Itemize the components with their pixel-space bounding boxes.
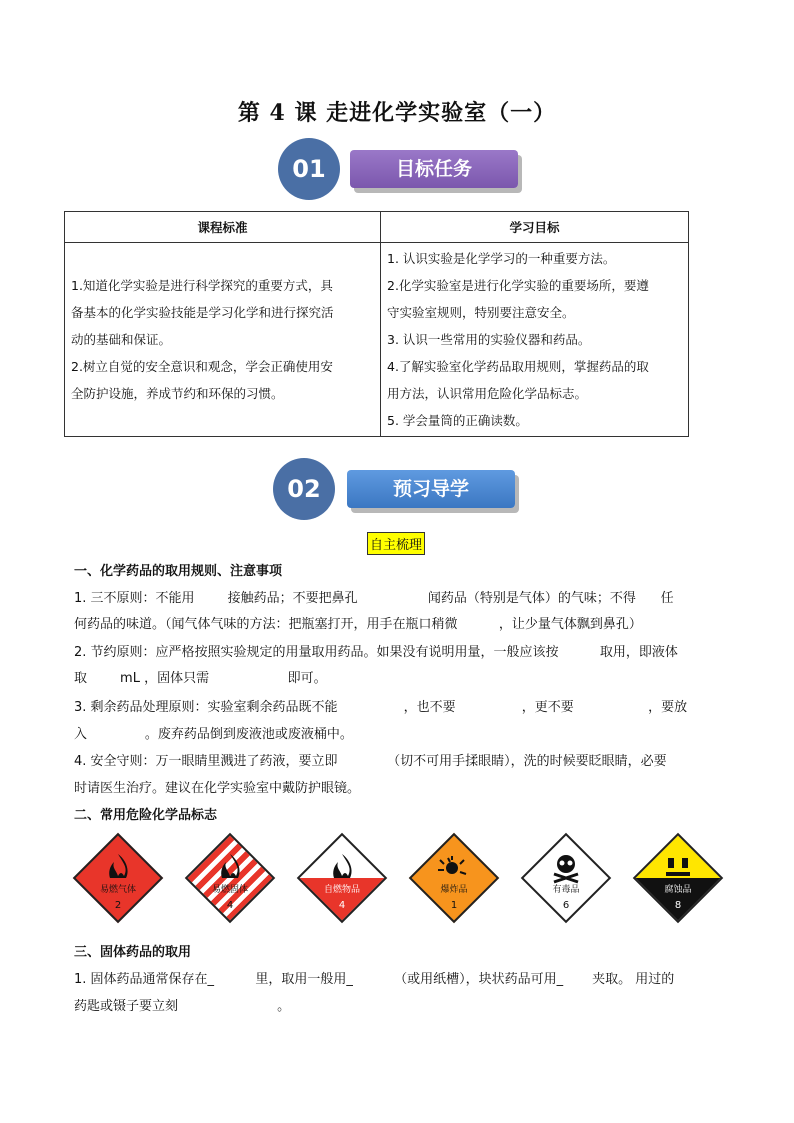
sign-number: 4 bbox=[226, 900, 234, 911]
self-study-tag: 自主梳理 bbox=[367, 532, 425, 555]
goal-line: 3. 认识一些常用的实验仪器和药品。 bbox=[387, 332, 591, 347]
standard-line: 1.知道化学实验是进行科学探究的重要方式，具 bbox=[71, 278, 333, 293]
standard-line: 动的基础和保证。 bbox=[71, 332, 172, 347]
text-line: 1. 固体药品通常保存在_ 里，取用一般用_ （或用纸槽），块状药品可用_ 夹取。 用过的 bbox=[74, 972, 675, 987]
banner-label: 预习导学 bbox=[347, 470, 515, 508]
section-heading: 二、常用危险化学品标志 bbox=[74, 808, 218, 823]
goal-line: 4.了解实验室化学药品取用规则，掌握药品的取 bbox=[387, 359, 649, 374]
sign-spontaneous bbox=[296, 832, 388, 924]
text-line: 取 mL ，固体只需 即可。 bbox=[74, 671, 327, 686]
goals-table bbox=[64, 211, 689, 437]
sign-label: 有毒品 bbox=[552, 885, 580, 895]
banner-label: 目标任务 bbox=[350, 150, 518, 188]
sign-flammable-solid bbox=[184, 832, 276, 924]
sign-flammable-gas bbox=[72, 832, 164, 924]
sign-number: 4 bbox=[338, 900, 346, 911]
standard-line: 2.树立自觉的安全意识和观念，学会正确使用安 bbox=[71, 359, 333, 374]
hazard-signs bbox=[72, 832, 722, 932]
goal-line: 2.化学实验室是进行化学实验的重要场所，要遵 bbox=[387, 278, 649, 293]
table-header-standard: 课程标准 bbox=[65, 212, 381, 243]
goals-cell bbox=[381, 243, 689, 437]
sign-number: 6 bbox=[562, 900, 570, 911]
sign-label: 爆炸品 bbox=[440, 885, 468, 895]
goal-line: 用方法，认识常用危险化学品标志。 bbox=[387, 386, 588, 401]
section-heading: 一、化学药品的取用规则、注意事项 bbox=[74, 564, 283, 579]
text-line: 4. 安全守则：万一眼睛里溅进了药液，要立即 （切不可用手揉眼睛），洗的时候要眨眼睛，必要 bbox=[74, 754, 667, 769]
text-line: 2. 节约原则：应严格按照实验规定的用量取用药品。如果没有说明用量，一般应该按 取用，即液体 bbox=[74, 645, 678, 660]
sign-number: 1 bbox=[450, 900, 458, 911]
text-line: 3. 剩余药品处理原则：实验室剩余药品既不能 ，也不要 ，更不要 ，要放 bbox=[74, 700, 688, 715]
table-header-goals: 学习目标 bbox=[381, 212, 689, 243]
sign-explosive bbox=[408, 832, 500, 924]
sign-corrosive bbox=[632, 832, 724, 924]
text-line: 1. 三不原则：不能用 接触药品；不要把鼻孔 闻药品（特别是气体）的气味；不得 任 bbox=[74, 591, 674, 606]
section-banner-preview bbox=[273, 458, 523, 520]
text-line: 何药品的味道。（闻气体气味的方法：把瓶塞打开，用手在瓶口稍微 ，让少量气体飘到鼻孔） bbox=[74, 617, 642, 632]
section-heading: 三、固体药品的取用 bbox=[74, 945, 192, 960]
text-line: 入 。废弃药品倒到废液池或废液桶中。 bbox=[74, 727, 353, 742]
sign-toxic bbox=[520, 832, 612, 924]
sign-label: 易燃固体 bbox=[211, 885, 248, 895]
standard-line: 全防护设施，养成节约和环保的习惯。 bbox=[71, 386, 284, 401]
section-banner-goals bbox=[278, 138, 528, 200]
goal-line: 守实验室规则，特别要注意安全。 bbox=[387, 305, 575, 320]
sign-label: 自燃物品 bbox=[323, 885, 360, 895]
sign-label: 易燃气体 bbox=[99, 885, 136, 895]
goal-line: 5. 学会量筒的正确读数。 bbox=[387, 413, 528, 428]
sign-label: 腐蚀品 bbox=[664, 885, 692, 895]
standard-line: 备基本的化学实验技能是学习化学和进行探究活 bbox=[71, 305, 334, 320]
banner-number: 01 bbox=[292, 155, 326, 183]
sign-number: 8 bbox=[674, 900, 682, 911]
standard-cell bbox=[65, 243, 381, 437]
page-title: 第 4 课 走进化学实验室（一） bbox=[237, 100, 557, 126]
sign-number: 2 bbox=[114, 900, 122, 911]
text-line: 时请医生治疗。建议在化学实验室中戴防护眼镜。 bbox=[74, 781, 361, 796]
text-line: 药匙或镊子要立刻 。 bbox=[74, 999, 291, 1014]
banner-number: 02 bbox=[287, 475, 321, 503]
goal-line: 1. 认识实验是化学学习的一种重要方法。 bbox=[387, 251, 616, 266]
